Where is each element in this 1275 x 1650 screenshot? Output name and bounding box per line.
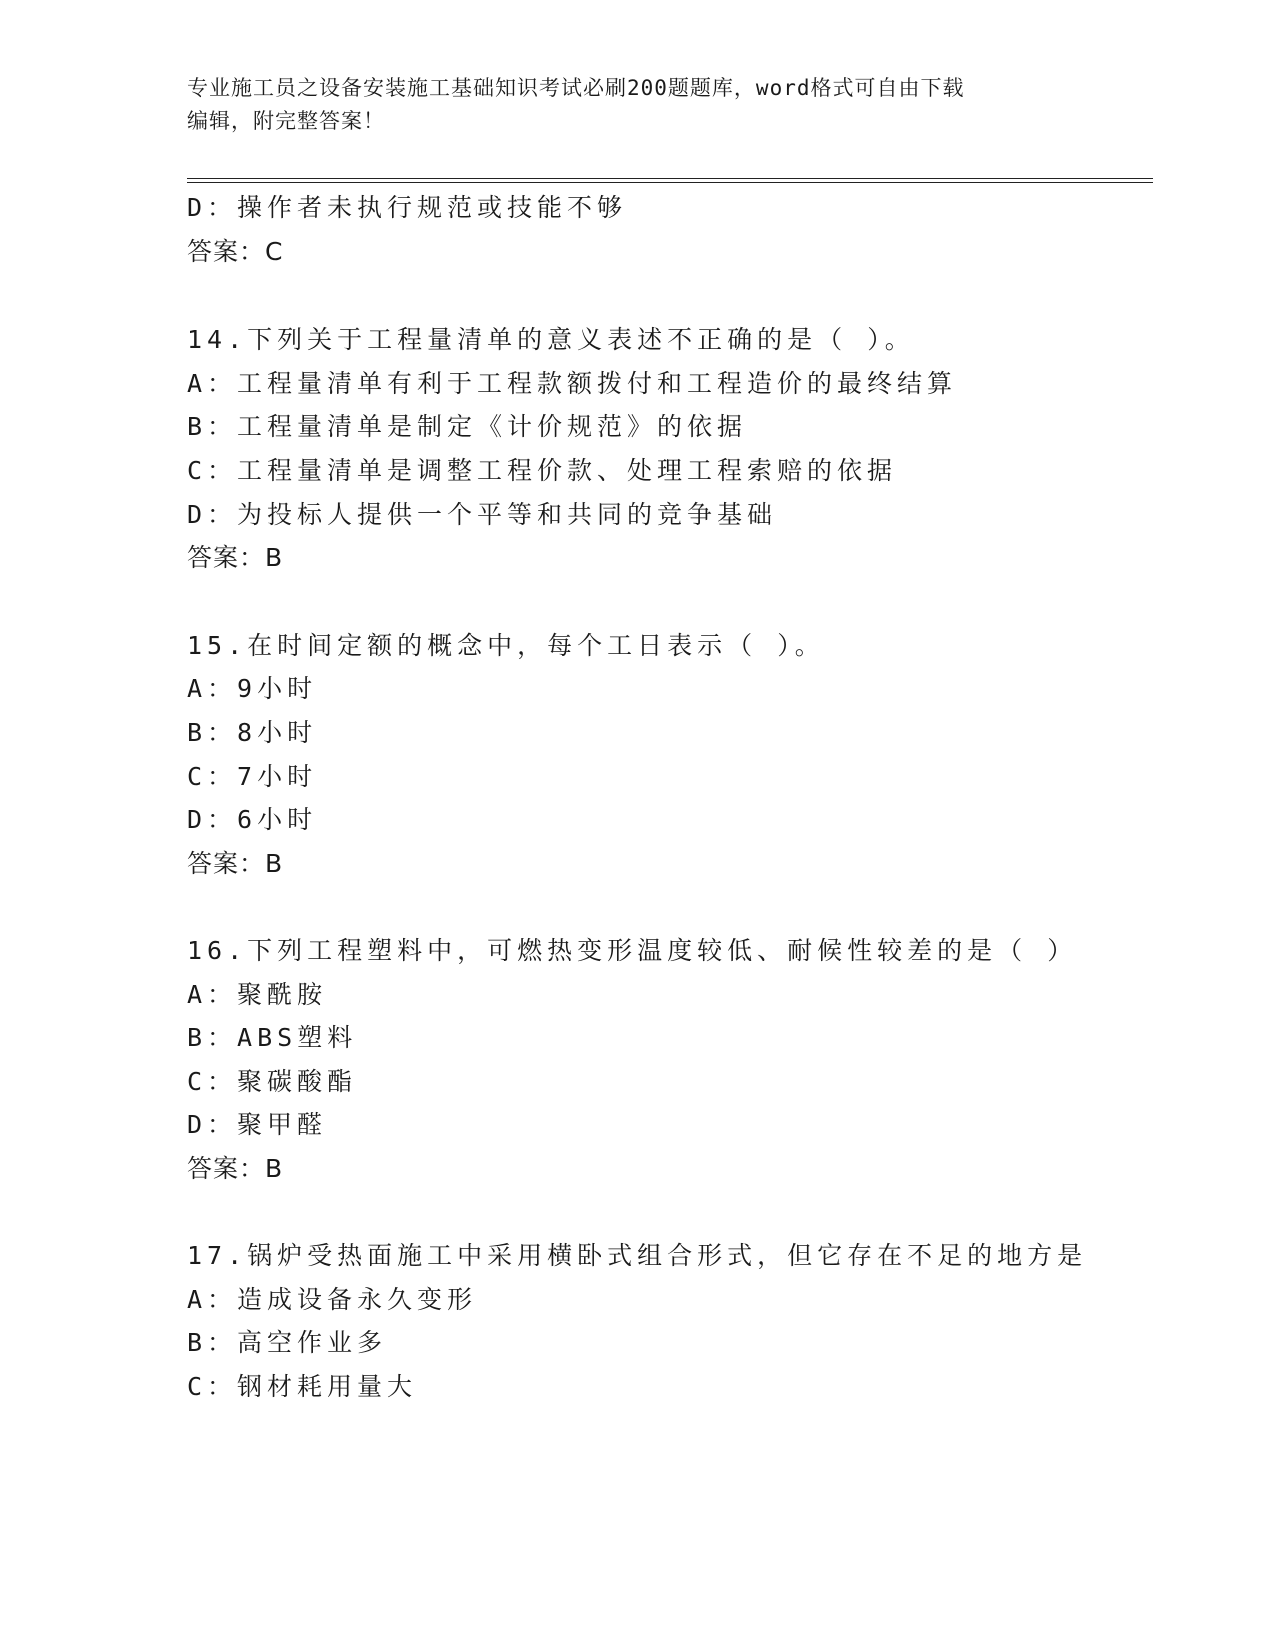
q15-option-b: B：8小时	[187, 718, 318, 747]
q16-answer: 答案：B	[187, 1154, 284, 1183]
q15-option-a: A：9小时	[187, 674, 318, 703]
q13-answer: 答案：C	[187, 237, 284, 266]
header-title-line-2: 编辑，附完整答案！	[187, 109, 385, 133]
q14-stem: 14.下列关于工程量清单的意义表述不正确的是（ ）。	[187, 325, 915, 354]
q15-option-c: C：7小时	[187, 762, 318, 791]
q15-option-d: D：6小时	[187, 805, 318, 834]
header-divider-bottom	[187, 182, 1153, 183]
q16-option-c: C：聚碳酸酯	[187, 1067, 358, 1096]
q14-option-a: A：工程量清单有利于工程款额拨付和工程造价的最终结算	[187, 369, 958, 398]
q16-stem: 16.下列工程塑料中，可燃热变形温度较低、耐候性较差的是（ ）	[187, 936, 1078, 965]
q17-stem: 17.锅炉受热面施工中采用横卧式组合形式，但它存在不足的地方是	[187, 1241, 1088, 1270]
q16-option-b: B：ABS塑料	[187, 1023, 358, 1052]
q14-option-b: B：工程量清单是制定《计价规范》的依据	[187, 412, 748, 441]
q15-answer: 答案：B	[187, 849, 284, 878]
q14-option-d: D：为投标人提供一个平等和共同的竞争基础	[187, 500, 778, 529]
q15-stem: 15.在时间定额的概念中，每个工日表示（ ）。	[187, 631, 825, 660]
document-header	[187, 72, 1067, 138]
q17-option-a: A：造成设备永久变形	[187, 1285, 478, 1314]
header-title-line-1: 专业施工员之设备安装施工基础知识考试必刷200题题库，word格式可自由下载	[187, 76, 965, 100]
q17-option-c: C：钢材耗用量大	[187, 1372, 418, 1401]
q16-option-d: D：聚甲醛	[187, 1110, 328, 1139]
q14-answer: 答案：B	[187, 543, 284, 572]
q16-option-a: A：聚酰胺	[187, 980, 328, 1009]
q14-option-c: C：工程量清单是调整工程价款、处理工程索赔的依据	[187, 456, 898, 485]
header-divider-top	[187, 178, 1153, 179]
q17-option-b: B：高空作业多	[187, 1328, 388, 1357]
q13-option-d: D：操作者未执行规范或技能不够	[187, 193, 628, 222]
